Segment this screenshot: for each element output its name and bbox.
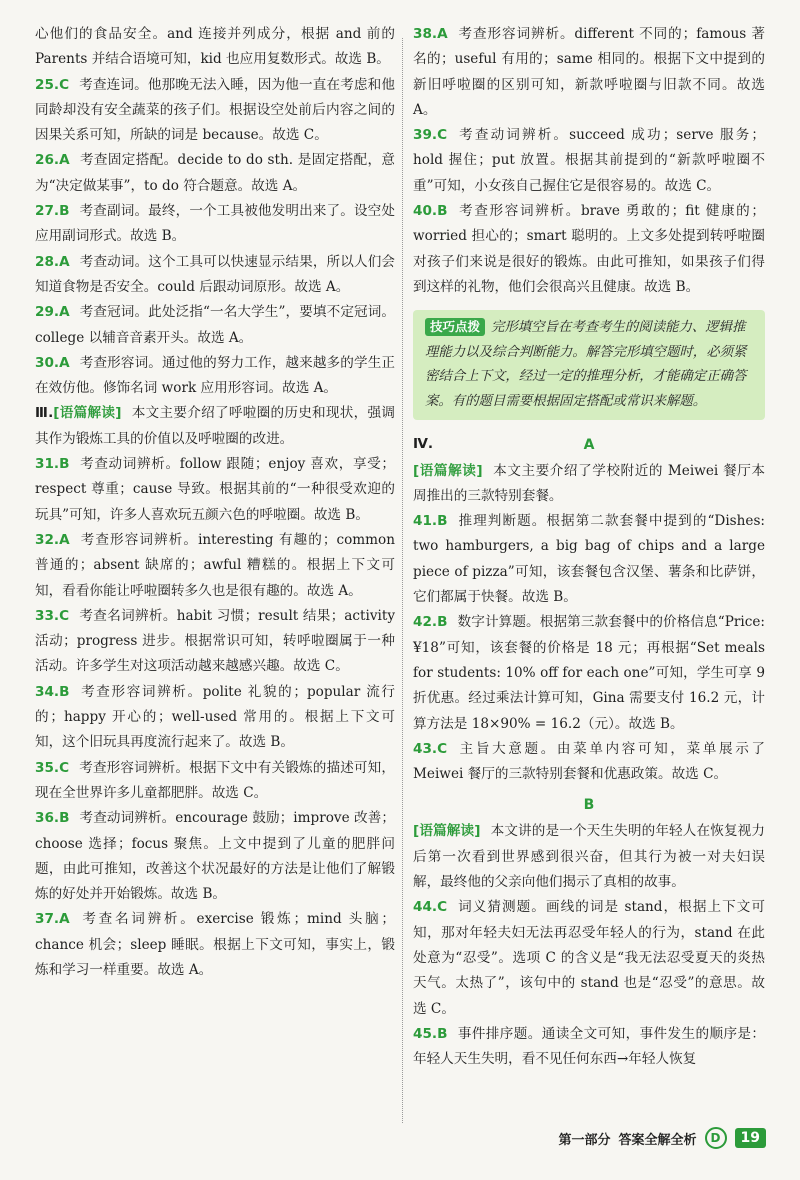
answer-number: 41.B	[413, 513, 448, 530]
answer-number: 45.B	[413, 1025, 448, 1042]
answer-number: 28.A	[35, 253, 70, 270]
reading-summary: 本文讲的是一个天生失明的年轻人在恢复视力后第一次看到世界感到很兴奋，但其行为被一对夫妇误解，最终他的父亲向他们揭示了真相的故事。	[413, 823, 765, 891]
answer-text: 考查名词辨析。habit 习惯；result 结果；activity 活动；progress 进步。根据常识可知，转呼啦圈属于一种活动。许多学生对这项活动越来越感兴趣。故选 C。	[35, 607, 395, 675]
page-number: 19	[735, 1128, 766, 1148]
answer-text: 词义猜测题。画线的词是 stand，根据上下文可知，那对年轻夫妇无法再忍受年轻人的行为，stand 在此处意为“忍受”。选项 C 的含义是“我无法忍受夏天的炎热天气。太热了”，该句中的 stand 也是“忍受”的意思。故选 C。	[413, 899, 765, 1017]
right-column	[413, 22, 765, 1072]
answer-item	[35, 806, 395, 907]
tip-text: 完形填空旨在考查考生的阅读能力、逻辑推理能力以及综合判断能力。解答完形填空题时，必须紧密结合上下文，经过一定的推理分析，才能确定正确答案。有的题目需要根据固定搭配或常识来解题。	[425, 320, 747, 409]
answer-number: 27.B	[35, 203, 70, 220]
reading-summary: 本文主要介绍了呼啦圈的历史和现状，强调其作为锻炼工具的价值以及呼啦圈的改进。	[35, 405, 396, 447]
answer-number: 37.A	[35, 911, 70, 928]
answer-number: 39.C	[413, 127, 448, 144]
answer-number: 36.B	[35, 810, 70, 827]
answer-text: 考查形容词辨析。根据下文中有关锻炼的描述可知，现在全世界许多儿童都肥胖。故选 C。	[35, 759, 395, 801]
answer-item	[35, 528, 395, 604]
answers-31-37	[35, 452, 395, 983]
tip-box	[413, 310, 765, 420]
footer-subtitle: 答案全解全析	[618, 1132, 697, 1148]
answer-text: 数字计算题。根据第三款套餐中的价格信息“Price: ¥18”可知，该套餐的价格是 18 元；再根据“Set meals for students: 10% off for each one”可知，学生可享 9 折优惠。经过乘法计算可知，Gina 需要支付 16.2 元，计算方法是 18×90% = 16.2（元）。故选 B。	[413, 614, 765, 732]
answer-number: 35.C	[35, 759, 70, 776]
answer-number: 40.B	[413, 203, 448, 220]
answer-item	[35, 907, 395, 983]
answer-text: 考查冠词。此处泛指“一名大学生”，要填不定冠词。college 以辅音音素开头。故选 A。	[35, 304, 395, 346]
answer-item	[413, 22, 765, 123]
answer-item	[413, 199, 765, 300]
answer-item	[35, 680, 395, 756]
page-footer	[558, 1127, 766, 1149]
section-4-reading	[413, 459, 765, 510]
answers-41-43	[413, 509, 765, 787]
left-column	[35, 22, 395, 983]
answer-number: 44.C	[413, 899, 448, 916]
answer-text: 考查形容词辨析。different 不同的；famous 著名的；useful 有用的；same 相同的。根据下文中提到的新旧呼啦圈的区别可知，新款呼啦圈与旧款不同。故选 A。	[413, 26, 765, 118]
part-b-heading: B	[583, 797, 595, 814]
answers-25-30	[35, 73, 395, 402]
footer-part: 第一部分	[558, 1132, 611, 1148]
answer-item	[35, 73, 395, 149]
answer-number: 31.B	[35, 456, 70, 473]
answer-number: 30.A	[35, 354, 70, 371]
answer-item	[35, 199, 395, 250]
answer-item	[413, 1022, 765, 1073]
answer-item	[413, 123, 765, 199]
answer-item	[413, 737, 765, 788]
answer-number: 25.C	[35, 76, 70, 93]
answer-item	[413, 509, 765, 610]
answer-text: 考查连词。他那晚无法入睡，因为他一直在考虑和他同龄却没有安全蔬菜的孩子们。根据设空处前后内容之间的因果关系可知，所缺的词是 because。故选 C。	[35, 76, 395, 144]
answer-text: 考查形容词辨析。brave 勇敢的；fit 健康的；worried 担心的；smart 聪明的。上文多处提到转呼啦圈对孩子们来说是很好的锻炼。由此可推知，如果孩子们得到这样的礼物，他们会很高兴且健康。故选 B。	[413, 203, 765, 295]
reading-label: [语篇解读]	[413, 823, 481, 840]
answer-text: 考查形容词辨析。polite 礼貌的；popular 流行的；happy 开心的；well-used 常用的。根据上下文可知，这个旧玩具再度流行起来了。故选 B。	[35, 683, 395, 751]
answer-number: 42.B	[413, 614, 448, 631]
answer-text: 考查动词。这个工具可以快速显示结果，所以人们会知道食物是否安全。could 后跟动词原形。故选 A。	[35, 253, 395, 295]
answer-text: 考查副词。最终，一个工具被他发明出来了。设空处应用副词形式。故选 B。	[35, 203, 395, 245]
reading-label: [语篇解读]	[413, 462, 483, 479]
answer-item	[35, 452, 395, 528]
answer-text: 考查动词辨析。follow 跟随；enjoy 喜欢，享受；respect 尊重；cause 导致。根据其前的“一种很受欢迎的玩具”可知，许多人喜欢玩五颜六色的呼啦圈。故选 B。	[35, 456, 395, 523]
answers-44-45	[413, 895, 765, 1072]
reading-summary: 本文主要介绍了学校附近的 Meiwei 餐厅本周推出的三款特别套餐。	[413, 462, 765, 504]
answer-text: 考查名词辨析。exercise 锻炼；mind 头脑；chance 机会；sleep 睡眠。根据上下文可知，事实上，锻炼和学习一样重要。故选 A。	[35, 911, 395, 978]
answer-number: 26.A	[35, 152, 70, 169]
answer-text: 考查动词辨析。succeed 成功；serve 服务；hold 握住；put 放置。根据其前提到的“新款呼啦圈不重”可知，小女孩自己握住它是很容易的。故选 C。	[413, 127, 765, 194]
answer-item	[35, 148, 395, 199]
tip-label: 技巧点拨	[425, 318, 485, 336]
answer-item	[35, 604, 395, 680]
answer-text: 考查固定搭配。decide to do sth. 是固定搭配，意为“决定做某事”，to do 符合题意。故选 A。	[35, 152, 395, 194]
column-divider	[402, 38, 403, 1123]
answer-text: 考查形容词辨析。interesting 有趣的；common 普通的；absent 缺席的；awful 糟糕的。根据上下文可知，看看你能让呼啦圈转多久也是很有趣的。故选 A。	[35, 531, 395, 599]
answer-number: 29.A	[35, 304, 70, 321]
reading-label: [语篇解读]	[53, 405, 122, 422]
answer-text: 考查动词辨析。encourage 鼓励；improve 改善；choose 选择；focus 聚焦。上文中提到了儿童的肥胖问题，由此可推知，改善这个状况最好的方法是让他们了解锻炼的好处并开始锻炼。故选 B。	[35, 810, 395, 903]
answer-number: 33.C	[35, 607, 70, 624]
answer-item	[35, 756, 395, 807]
answer-number: 38.A	[413, 26, 448, 42]
answer-number: 34.B	[35, 683, 70, 700]
answer-text: 主旨大意题。由菜单内容可知，菜单展示了 Meiwei 餐厅的三款特别套餐和优惠政策。故选 C。	[413, 740, 765, 783]
answer-number: 32.A	[35, 531, 70, 548]
answer-text: 事件排序题。通读全文可知，事件发生的顺序是：年轻人天生失明，看不见任何东西→年轻人恢复	[413, 1025, 765, 1068]
answer-text: 考查形容词。通过他的努力工作，越来越多的学生正在效仿他。修饰名词 work 应用形容词。故选 A。	[35, 354, 395, 397]
part-a-heading: A	[583, 436, 595, 453]
answer-item	[35, 300, 395, 351]
answer-item	[413, 895, 765, 1021]
section-3-reading	[35, 401, 395, 452]
answer-number: 43.C	[413, 740, 448, 757]
answer-item	[35, 250, 395, 301]
answer-item	[413, 610, 765, 736]
section-badge: D	[705, 1127, 727, 1149]
section-numeral: Ⅳ.	[413, 436, 434, 453]
part-b-reading	[413, 819, 765, 895]
answers-38-40	[413, 22, 765, 300]
answer-item	[35, 351, 395, 402]
intro-paragraph: 心他们的食品安全。and 连接并列成分，根据 and 前的 Parents 并结合语境可知，kid 也应用复数形式。故选 B。	[35, 26, 395, 68]
section-numeral: Ⅲ.	[35, 405, 54, 422]
answer-text: 推理判断题。根据第二款套餐中提到的“Dishes: two hamburgers, a big bag of chips and a large piece of pizza”可知，该套餐包含汉堡、薯条和比萨饼，它们都属于快餐。故选 B。	[413, 513, 765, 606]
